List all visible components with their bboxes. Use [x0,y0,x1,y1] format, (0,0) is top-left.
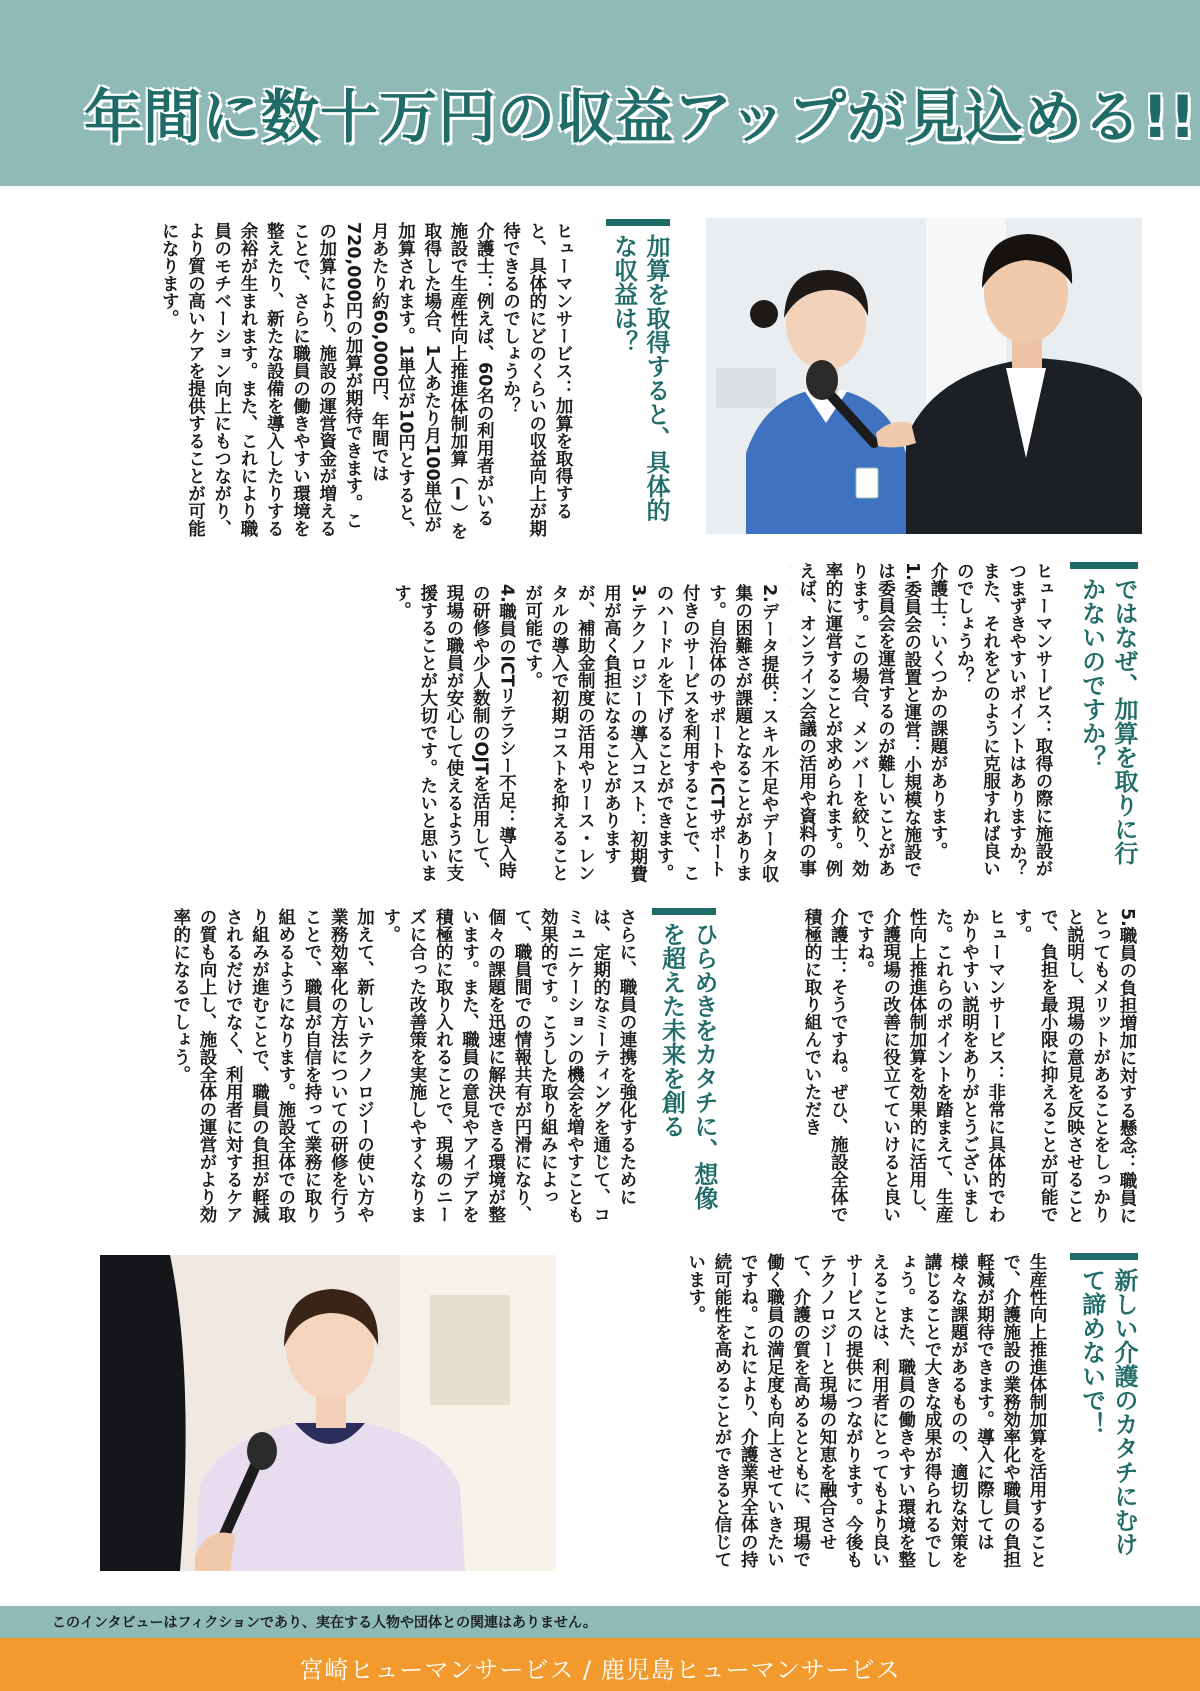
section-1-heading: 加算を取得すると、具体的な収益は？ [609,234,670,522]
section-1-body [66,222,576,542]
section-3-paragraph-2: 加えて、新しいテクノロジーの使い方や業務効率化の方法についての研修を行うことで、職員が自信を持って業務に取り組めるようになります。施設全体での取り組みが進むことで、職員の負担が軽減されるだけでなく、利用者に対するケアの質も向上し、施設全体の運営がより効率的になるでしょう。 [170,908,375,1223]
section-4-paragraph-1: 生産性向上推進体制加算を活用することで、介護施設の業務効率化や職員の負担軽減が期待できます。導入に際しては様々な課題があるものの、適切な対策を講じることで大きな成果が得られるでしょう。また、職員の働きやすい環境を整えることは、利用者にとってもより良いサービスの提供につながります。今後もテクノロジーと現場の知恵を融合させて、介護の質を高めるとともに、現場で働く職員の満足度も向上させていきたいですね。これにより、介護業界全体の持続可能性を高めることができると信じています。 [685,1253,1047,1568]
interview-photo-2-illustration [100,1255,556,1571]
section-1-answer: 介護士：例えば、60名の利用者がいる施設で生産性向上推進体制加算（Ⅰ）を取得した場合、1人あたり月100単位が加算されます。1単位が10円とすると、月あたり約60,000円、年間では720,000円の加算が期待できます。この加算により、施設の運営資金が増えることで、さらに職員の働きやすい環境を整えたり、新たな設備を導入したりする余裕が生まれます。また、これにより職員のモチベーション向上にもつながり、より質の高いケアを提供することが可能になります。 [159,222,495,540]
header-banner [0,0,1200,186]
interview-photo-1-illustration [706,218,1142,534]
interview-photo-2 [100,1255,556,1571]
section-2-body-c [760,908,1140,1230]
disclaimer-bar [0,1606,1200,1638]
section-2-closing-question: ヒューマンサービス：非常に具体的でわかりやすい説明をありがとうございました。これらのポイントを踏まえて、生産性向上推進体制加算を効果的に活用し、介護現場の改善に役立てていけると良いですね。 [854,908,1006,1223]
section-2-answer-intro: 介護士：いくつかの課題があります。 [928,562,948,860]
section-2-question: ヒューマンサービス：取得の際に施設がつまずきやすいポイントはありますか？また、それをどのように克服すれば良いのでしょうか？ [954,562,1053,877]
section-1-heading-bar [606,219,670,226]
section-2-item-2: 2.データ提供：スキル不足やデータ収集の困難さが課題となることがあります。自治体のサポートやICTサポート付きのサービスを利用することで、このハードルを下げることができます。 [654,584,779,883]
section-4-heading: 新しい介護のカタチにむけて諦めないで！ [1077,1268,1138,1556]
section-3-paragraph-1: さらに、職員の連携を強化するためには、定期的なミーティングを通じて、コミュニケーションの機会を増やすことも効果的です。こうした取り組みによって、職員間での情報共有が円滑になり、個々の課題を迅速に解決できる環境が整います。また、職員の意見やアイデアを積極的に取り入れることで、現場のニーズに合った改善策を実施しやすくなります。 [380,908,637,1223]
section-3-heading-bar [652,908,716,915]
section-2-item-4: 4.職員のICTリテラシー不足：導入時の研修や少人数制のOJTを活用して、現場の職員が安心して使えるように支援することが大切です。たいと思います。 [391,584,517,882]
section-3-heading: ひらめきをカタチに、想像を超えた未来を創る [657,922,718,1210]
section-2-item-1: 1.委員会の設置と運営：小規模な施設では委員会を運営するのが難しいことがあります。この場合、メンバーを絞り、効率的に運営することが求められます。例えば、オンライン会議の活用や資料の事 [796,562,922,879]
section-2-item-3: 3.テクノロジーの導入コスト：初期費用が高く負担になることがありますが、補助金制度の活用やリース・レンタルの導入で初期コストを抑えることが可能です。 [522,584,648,883]
page-title: 年間に数十万円の収益アップが見込める!! [84,83,1197,151]
section-2-closing-answer: 介護士：そうですね。ぜひ、施設全体で積極的に取り組んでいただき [802,908,849,1223]
section-4-body [600,1253,1050,1573]
section-4-heading-bar [1070,1253,1138,1260]
company-names: 宮崎ヒューマンサービス / 鹿児島ヒューマンサービス [299,1656,901,1684]
footer-bar [0,1638,1200,1691]
disclaimer-text: このインタビューはフィクションであり、実在する人物や団体との関連はありません。 [52,1615,597,1631]
interview-photo-1 [706,218,1142,534]
section-1-question: ヒューマンサービス：加算を取得すると、具体的にどのくらいの収益向上が期待できるのでしょうか？ [500,222,573,537]
section-2-heading-bar [1070,562,1138,569]
section-2-body-a [790,562,1056,884]
section-3-body [50,908,640,1238]
section-2-heading: ではなぜ、加算を取りに行かないのですか？ [1077,577,1138,865]
section-2-item-5: 5.職員の負担増加に対する懸念：職員にとってもメリットがあることをしっかりと説明し、現場の意見を反映させることで、負担を最小限に抑えることが可能です。 [1012,908,1137,1225]
section-2-body-b [222,584,782,884]
